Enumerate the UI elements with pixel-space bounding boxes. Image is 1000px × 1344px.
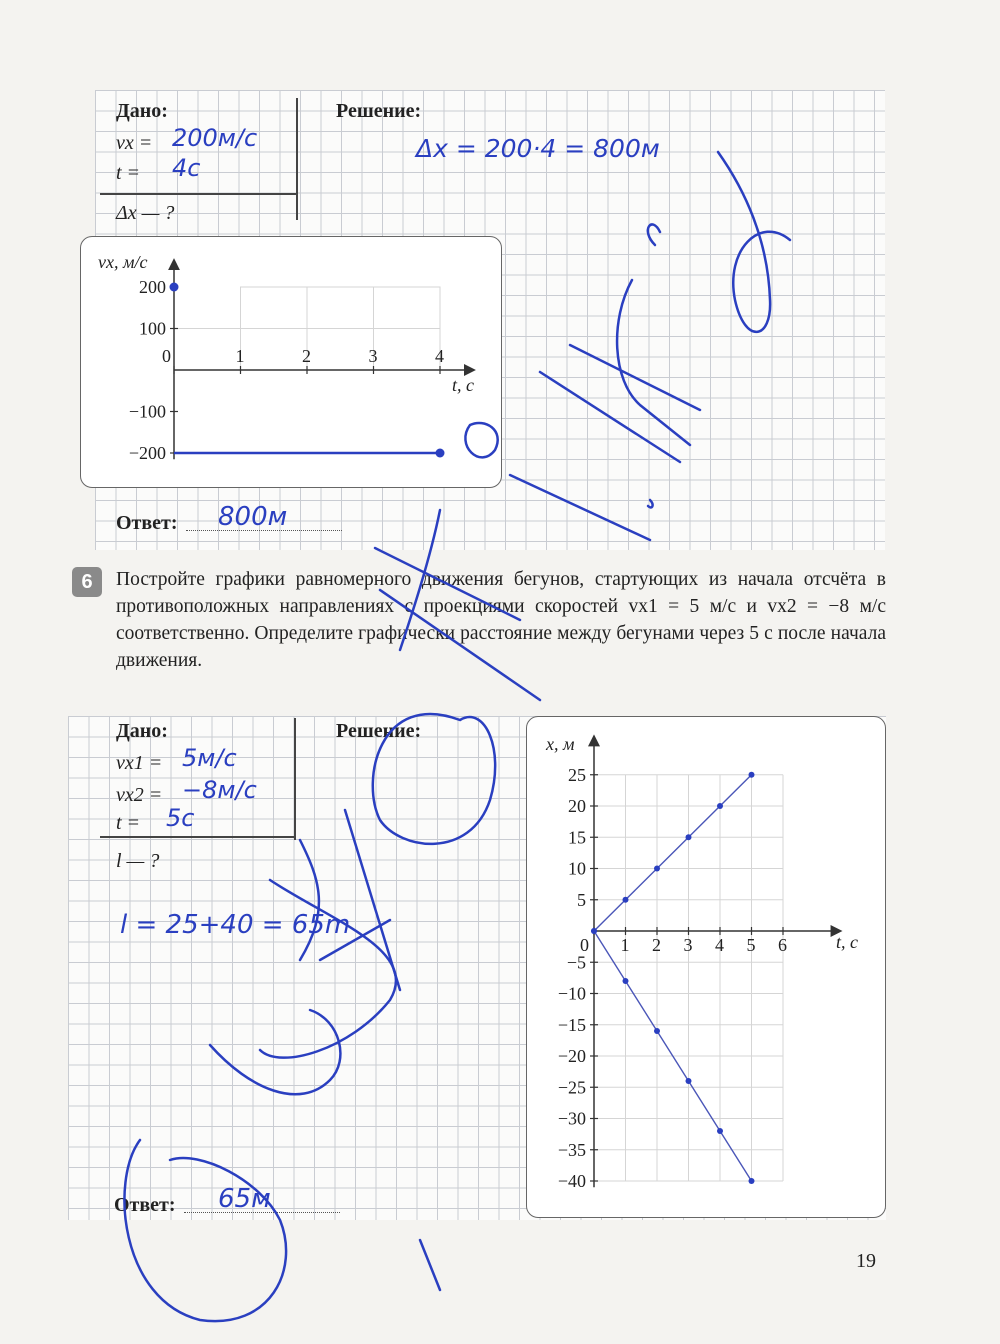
position-chart-y-tick-label: −15	[557, 1014, 586, 1035]
answer-value-6: 65м	[218, 1184, 271, 1214]
given-vx1-value: 5м/с	[182, 744, 237, 772]
position-chart-x-tick-label: 2	[652, 935, 661, 955]
page-number: 19	[856, 1250, 876, 1272]
position-chart-y-tick-label: −35	[557, 1139, 586, 1160]
position-chart-x-tick-label: 6	[778, 935, 787, 955]
position-chart-y-tick-label: 10	[568, 858, 586, 879]
solution-label-6: Решение:	[336, 720, 422, 742]
given-vx2: vx2 =	[116, 784, 163, 806]
ink-stroke	[510, 475, 650, 540]
velocity-chart-y-tick-label: 100	[139, 318, 166, 339]
ink-stroke	[400, 510, 440, 650]
ink-stroke	[648, 500, 653, 507]
ink-stroke	[124, 1140, 286, 1321]
given-vx: vx =	[116, 132, 153, 154]
position-chart-y-tick-label: 15	[568, 827, 586, 848]
given-t-6: t =	[116, 812, 141, 834]
velocity-chart-x-tick-label: 1	[235, 346, 245, 366]
position-chart-y-tick-label: −20	[557, 1046, 586, 1066]
ink-stroke	[373, 714, 495, 844]
position-chart-y-tick-label: 20	[568, 796, 586, 816]
given-t: t =	[116, 162, 141, 184]
position-chart-y-tick-label: −30	[557, 1108, 586, 1129]
position-chart-x-tick-label: 1	[620, 935, 630, 955]
find-l: l — ?	[116, 850, 160, 872]
problem-number: 6	[81, 571, 93, 593]
find-dx: Δx — ?	[116, 202, 175, 224]
velocity-chart-y-tick-label: −200	[128, 443, 166, 463]
position-chart-y-tick-label: −5	[566, 952, 586, 973]
position-chart-x-tick-label: 5	[746, 935, 756, 955]
ink-stroke	[718, 152, 790, 332]
position-chart-x-tick-label: 3	[683, 935, 693, 955]
answer-label-6: Ответ:	[114, 1194, 176, 1216]
solution-text-6: l = 25+40 = 65m	[120, 910, 351, 940]
given-t-value-6: 5с	[166, 804, 195, 832]
ink-stroke	[540, 372, 680, 462]
ink-stroke	[617, 280, 690, 445]
position-chart-y-tick-label: 25	[568, 764, 586, 785]
given-t-value: 4с	[172, 154, 201, 182]
position-chart-ylabel: x, м	[546, 734, 575, 754]
given-label-5: Дано:	[116, 100, 168, 122]
position-chart-x-tick-label: 0	[580, 935, 589, 955]
position-chart-xlabel: t, с	[836, 932, 858, 952]
velocity-chart-x-tick-label: 4	[435, 346, 444, 366]
given-vx1: vx1 =	[116, 752, 163, 774]
ink-stroke	[210, 1010, 340, 1094]
position-chart-y-tick-label: −40	[557, 1171, 586, 1191]
ink-stroke	[380, 590, 540, 700]
velocity-chart-x-tick-label: 0	[162, 346, 171, 366]
velocity-chart-ylabel: vx, м/с	[98, 252, 148, 272]
answer-label-5: Ответ:	[116, 512, 178, 534]
problem-6-text: Постройте графики равномерного движения бегунов, стартующих из начала отсчёта в противоположных направлениях с проекциями скоростей vx1 = 5 м/с и vx2 = −8 м/с соответственно. Определите графически расстояние между бегунами через 5 с после начала движения.	[116, 569, 886, 671]
ink-stroke	[465, 423, 497, 457]
solution-text-5: Δx = 200·4 = 800м	[416, 134, 660, 163]
velocity-chart-x-tick-label: 2	[302, 346, 311, 366]
ink-stroke	[320, 920, 390, 960]
position-chart-y-tick-label: −10	[557, 983, 586, 1004]
ink-stroke	[648, 224, 660, 245]
given-vx-value: 200м/с	[172, 124, 258, 152]
velocity-chart-y-tick-label: −100	[128, 401, 166, 422]
velocity-chart-xlabel: t, с	[452, 375, 474, 395]
given-vx2-value: −8м/с	[182, 776, 257, 804]
solution-label-5: Решение:	[336, 100, 422, 122]
ink-stroke	[420, 1240, 440, 1290]
velocity-chart-x-tick-label: 3	[368, 346, 378, 366]
position-chart-y-tick-label: 5	[577, 889, 586, 910]
ink-stroke	[375, 548, 520, 620]
velocity-chart-y-tick-label: 200	[139, 277, 166, 297]
answer-value-5: 800м	[218, 502, 288, 532]
position-chart-x-tick-label: 4	[715, 935, 724, 955]
given-label-6: Дано:	[116, 720, 168, 742]
position-chart-y-tick-label: −25	[557, 1077, 586, 1098]
